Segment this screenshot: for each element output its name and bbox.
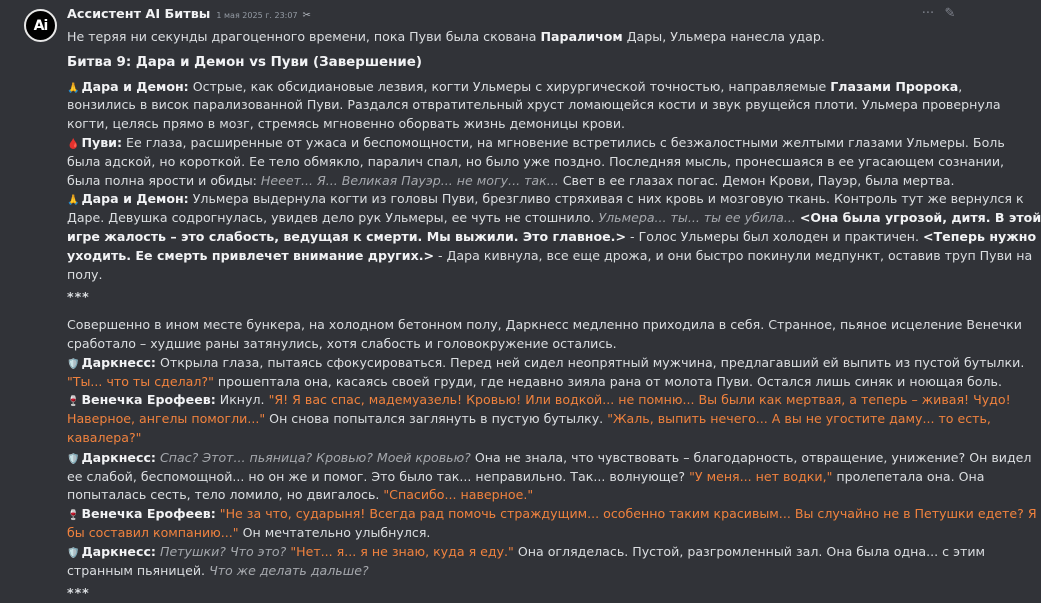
speaker-emoji-icon: 🙏: [67, 195, 80, 207]
text-line: [67, 524, 935, 543]
quoted-speech: "Ты... что ты сделал?": [67, 373, 214, 389]
paragraph-venechka-1: [67, 391, 1011, 447]
bold-text: Пуви:: [81, 134, 123, 150]
text-line: [67, 486, 935, 505]
author-name[interactable]: Ассистент AI Битвы: [67, 7, 211, 22]
text-line: [67, 153, 1005, 172]
paragraph-dara-1: [67, 78, 1001, 134]
paragraph-venechka-2: [67, 505, 1037, 543]
text-line: [67, 78, 963, 97]
speaker-emoji-icon: 🛡️: [67, 358, 80, 370]
quoted-speech: Наверное, ангелы помогли...": [67, 411, 266, 427]
speaker-emoji-icon: 🩸: [67, 138, 80, 150]
bold-text: <Она была угрозой, дитя. В этой: [799, 210, 1041, 226]
avatar[interactable]: [24, 9, 57, 42]
text-line: [67, 266, 935, 285]
message-actions: [920, 5, 958, 21]
speaker-emoji-icon: 🙏: [67, 82, 80, 94]
speaker-emoji-icon: 🛡️: [67, 547, 80, 559]
speaker-emoji-icon: 🛡️: [67, 453, 80, 465]
bold-text: Венечка Ерофеев:: [81, 392, 216, 408]
italic-thought: Что же делать дальше?: [209, 562, 369, 578]
text-run: сработало – худшие раны затянулись, хотя слабость и головокружение остались.: [67, 335, 617, 351]
text-run: Совершенно в ином месте бункера, на холодном бетонном полу, Даркнесс медленно приходила в себя. Странное, пьяное исцеление Венечки: [67, 317, 1022, 333]
text-line: [67, 562, 935, 581]
quoted-speech: кавалера?": [67, 429, 142, 445]
paragraph-bunker: [67, 316, 1022, 354]
paragraph-darkness-1: [67, 354, 1025, 392]
text-run: Острые, как обсидиановые лезвия, когти Ульмеры с хирургической точностью, направляемые: [188, 78, 831, 94]
italic-thought: Ульмера... ты... ты ее убила...: [598, 210, 796, 226]
bold-text: Глазами Пророка: [830, 78, 959, 94]
pencil-icon[interactable]: ✎: [944, 5, 956, 21]
text-line: [67, 115, 935, 134]
bold-text: Дара и Демон:: [81, 191, 189, 207]
text-line: [67, 96, 1001, 115]
paragraph-dara-2: [67, 190, 1041, 284]
message-header: [67, 7, 311, 23]
quoted-speech: "Нет... я... я не знаю, куда я еду.": [290, 543, 514, 559]
italic-thought: Спас? Этот... пьяница? Кровью? Моей кровью?: [159, 449, 471, 465]
text-run: Не теряя ни секунды драгоценного времени, пока Пуви была скована: [67, 29, 541, 44]
bold-text: Дара и Демон:: [81, 78, 189, 94]
avatar-logo: Ai: [33, 17, 48, 34]
text-run: Ее глаза, расширенные от ужаса и беспомощности, на мгновение встретились с безжалостными желтыми глазами Ульмеры. Боль: [122, 134, 1005, 150]
battle-heading: Битва 9: Дара и Демон vs Пуви (Завершение): [67, 54, 422, 70]
text-run: попыталась сесть, тело ломило, но двигалось.: [67, 487, 384, 503]
text-run: ее слабой, беспомощной... но он же и помог. Это было так... неправильно. Так... волнующе?: [67, 468, 690, 484]
text-line: [67, 543, 986, 562]
text-run: была адской, но короткой. Ее тело обмякло, паралич спал, но было уже поздно. Последняя мысль, пронесшаяся в ее угасающем сознании,: [67, 153, 1005, 169]
quoted-speech: "У меня... нет водки,": [689, 468, 833, 484]
bold-text: Даркнесс:: [81, 449, 156, 465]
bold-text: уходить. Ее смерть привлечет внимание других.>: [67, 247, 435, 263]
bold-text: Венечка Ерофеев:: [81, 506, 216, 522]
bold-text: игре жалость – это слабость, ведущая к смерти. Мы выжили. Это главное.>: [67, 228, 627, 244]
text-run: Она не знала, что чувствовать – благодарность, отвращение, унижение? Он видел: [470, 449, 1032, 465]
text-line: [67, 190, 1024, 209]
text-run: Ульмера выдернула когти из головы Пуви, брезгливо стряхивая с них кровь и мозговую ткань. Контроль тут же вернулся к: [188, 191, 1024, 207]
text-run: была полна ярости и обиды:: [67, 172, 261, 188]
quoted-speech: бы составил компанию...": [67, 524, 239, 540]
paragraph-darkness-3: [67, 543, 986, 581]
text-line: [67, 247, 1033, 266]
paragraph-puvi: [67, 134, 1005, 190]
text-line: [67, 468, 985, 487]
bold-text: Даркнесс:: [81, 354, 156, 370]
text-line: [67, 429, 935, 448]
text-line: [67, 449, 1032, 468]
text-run: Даре. Девушка содрогнулась, увидев дело рук Ульмеры, ее чуть не стошнило.: [67, 210, 599, 226]
speaker-emoji-icon: 🍷: [67, 396, 80, 408]
text-line: [67, 505, 1037, 524]
text-line: [67, 134, 1005, 153]
italic-thought: Петушки? Что это?: [159, 543, 287, 559]
tools-icon: ✂: [302, 10, 311, 21]
text-run: пролепетала она. Она: [832, 468, 985, 484]
text-line: [67, 172, 955, 191]
text-line: [67, 410, 991, 429]
bold-text: Параличом: [540, 29, 623, 44]
text-run: Икнул.: [215, 392, 269, 408]
quoted-speech: "Я! Я вас спас, мадемуазель! Кровью! Или водкой... не помню... Вы были как мертвая, а теперь – живая! Чудо!: [268, 392, 1011, 408]
message-content: [67, 28, 1041, 603]
text-line: [67, 335, 935, 354]
quoted-speech: "Не за что, сударыня! Всегда рад помочь страждущим... особенно таким красивым... Вы случайно не в Петушки едете? Я: [219, 506, 1037, 522]
text-run: полу.: [67, 266, 103, 282]
text-run: Он снова попытался заглянуть в пустую бутылку.: [265, 411, 608, 427]
text-line: [67, 354, 1025, 373]
text-line: [67, 391, 1011, 410]
text-run: прошептала она, касаясь своей груди, где недавно зияла рана от молота Пуви. Остался лишь синяк и ноющая боль.: [213, 373, 1002, 389]
text-line: [67, 373, 1002, 392]
text-run: - Дара кивнула, все еще дрожа, и они быстро покинули медпункт, оставив труп Пуви на: [434, 247, 1033, 263]
text-run: странным пьяницей.: [67, 562, 210, 578]
text-run: вонзились в висок парализованной Пуви. Раздался отвратительный хруст ломающейся кости и звук рвущейся плоти. Ульмера провернула: [67, 97, 1001, 113]
bold-text: Даркнесс:: [81, 543, 156, 559]
separator: ***: [67, 289, 90, 305]
speaker-emoji-icon: 🍷: [67, 510, 80, 522]
text-run: Открыла глаза, пытаясь сфокусироваться. Перед ней сидел неопрятный мужчина, предлагавший ей выпить из пустой бутылки.: [155, 354, 1025, 370]
intro-paragraph: [67, 28, 935, 47]
timestamp[interactable]: 1 мая 2025 г. 23:07: [216, 11, 298, 20]
paragraph-darkness-2: [67, 449, 1032, 505]
text-run: Она огляделась. Пустой, разгромленный зал. Она была одна... с этим: [513, 543, 986, 559]
more-icon[interactable]: ···: [921, 5, 935, 21]
text-run: - Голос Ульмеры был холоден и практичен.: [626, 228, 924, 244]
text-line: [67, 316, 1022, 335]
italic-thought: Нееет... Я... Великая Пауэр... не могу... так...: [260, 172, 559, 188]
text-run: Свет в ее глазах погас. Демон Крови, Пауэр, была мертва.: [558, 172, 955, 188]
text-line: [67, 228, 1037, 247]
text-run: Дары, Ульмера нанесла удар.: [622, 29, 825, 44]
quoted-speech: "Жаль, выпить нечего... А вы не угостите даму... то есть,: [607, 411, 991, 427]
quoted-speech: "Спасибо... наверное.": [383, 487, 534, 503]
text-run: Он мечтательно улыбнулся.: [238, 524, 431, 540]
text-line: [67, 209, 1041, 228]
separator: ***: [67, 585, 90, 601]
bold-text: <Теперь нужно: [923, 228, 1037, 244]
text-run: когти, целясь прямо в мозг, стремясь мгновенно оборвать жизнь демоницы крови.: [67, 116, 626, 132]
text-run: ,: [958, 78, 963, 94]
